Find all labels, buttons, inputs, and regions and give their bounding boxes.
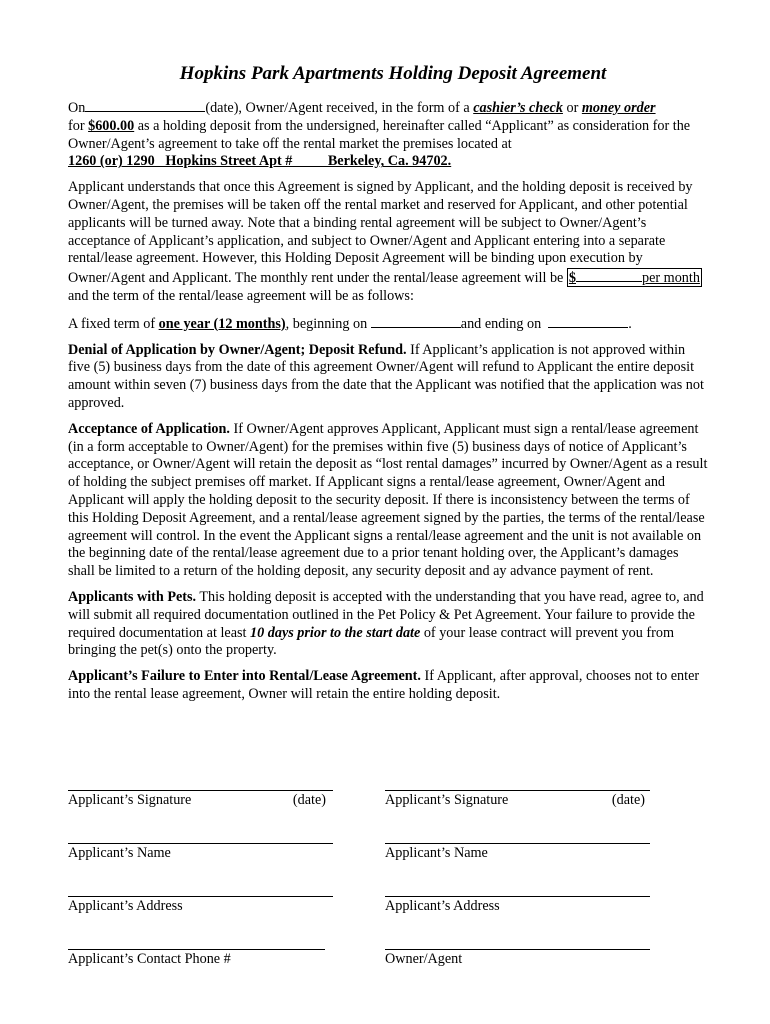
- pets-heading: Applicants with Pets.: [68, 588, 197, 605]
- document-title: Hopkins Park Apartments Holding Deposit Agreement: [179, 63, 607, 84]
- begin-date-blank[interactable]: [371, 314, 461, 328]
- signature-block: [68, 790, 708, 980]
- signature-column-left: [68, 790, 334, 1002]
- applicant-name-line-2[interactable]: [385, 843, 650, 844]
- applicant-name-line-1[interactable]: [68, 843, 333, 844]
- date-received-blank[interactable]: [85, 98, 205, 112]
- end-date-blank[interactable]: [548, 314, 628, 328]
- denial-paragraph: Denial of Application by Owner/Agent; Deposit Refund. If Applicant’s application is not approved within five (5) business days from the date of this agreement Owner/Agent will refund to Applicant the entire deposit amount within seven (7) business days from the date that the Applicant was notified that the application was not approved.: [68, 341, 704, 411]
- sig-row: Applicant’s Signature (date): [68, 790, 334, 843]
- pets-paragraph: Applicants with Pets. This holding deposit is accepted with the understanding that you have read, agree to, and will submit all required documentation outlined in the Pet Policy & Pet Agreement. Your failure to provide the required documentation at least 10 days prior to the start date of your lease contract will prevent you from bringing the pet(s) onto the property.: [68, 588, 704, 659]
- acceptance-heading: Acceptance of Application.: [68, 420, 230, 437]
- sig-row: Applicant’s Contact Phone #: [68, 949, 334, 1002]
- sig-row: Applicant’s Name: [68, 843, 334, 896]
- term-paragraph: A fixed term of one year (12 months), beginning on and ending on .: [68, 315, 632, 332]
- money-order-text: money order: [581, 100, 656, 116]
- signature-column-right: [385, 790, 651, 1002]
- sig-row: Applicant’s Signature (date): [385, 790, 651, 843]
- term-value: one year (12 months): [158, 315, 286, 332]
- applicant-address-line-2[interactable]: [385, 896, 650, 897]
- acceptance-paragraph: Acceptance of Application. If Owner/Agent approves Applicant, Applicant must sign a rental/lease agreement (in a form acceptable to Owner/Agent) for the premises within five (5) business days of notice of Applicant’s acceptance, or Owner/Agent will retain the deposit as “lost rental damages” incurred by Owner/Agent as a result of holding the subject premises off market. If Applicant signs a rental/lease agreement, Owner/Agent and Applicant will apply the holding deposit to the security deposit. If there is inconsistency between the terms of this Holding Deposit Agreement, and a rental/lease agreement signed by the parties, the terms of the rental/lease agreement will control. In the event the Applicant signs a rental/lease agreement and the unit is not available on the beginning date of the rental/lease agreement due to a prior tenant holding over, the Applicant’s damages shall be limited to a return of the holding deposit, any security deposit and ay advance payment of rent.: [68, 420, 708, 580]
- applicant-signature-line-2[interactable]: [385, 790, 650, 791]
- monthly-rent-field[interactable]: $ per month: [568, 270, 700, 287]
- sig-row: Applicant’s Name: [385, 843, 651, 896]
- failure-heading: Applicant’s Failure to Enter into Rental/Lease Agreement.: [68, 668, 421, 685]
- applicant-address-line-1[interactable]: [68, 896, 333, 897]
- premises-address: 1260 (or) 1290 Hopkins Street Apt # Berkeley, Ca. 94702.: [68, 153, 452, 170]
- applicant-signature-line-1[interactable]: [68, 790, 333, 791]
- agreement-page: [68, 62, 708, 712]
- deposit-amount: $600.00: [88, 117, 135, 134]
- owner-agent-line[interactable]: [385, 949, 650, 950]
- pets-deadline: 10 days prior to the start date: [250, 624, 421, 641]
- failure-paragraph: Applicant’s Failure to Enter into Rental/Lease Agreement. If Applicant, after approval, chooses not to enter into the rental lease agreement, Owner will retain the entire holding deposit.: [68, 668, 700, 702]
- cashiers-check-text: cashier’s check: [473, 100, 563, 116]
- binding-paragraph: Applicant understands that once this Agreement is signed by Applicant, and the holding deposit is received by Owner/Agent, the premises will be taken off the rental market and reserved for Applicant, and other potential applicants will be turned away. Note that a binding rental agreement will be subject to Owner/Agent’s acceptance of Applicant’s application, and subject to Owner/Agent and Applicant entering into a separate rental/lease agreement. However, this Holding Deposit Agreement will be binding upon execution by Owner/Agent and Applicant. The monthly rent under the rental/lease agreement will be $ per month and the term of the rental/lease agreement will be as follows:: [68, 179, 700, 304]
- denial-heading: Denial of Application by Owner/Agent; Deposit Refund.: [68, 341, 407, 358]
- sig-row: Owner/Agent: [385, 949, 651, 1002]
- intro-paragraph: On (date), Owner/Agent received, in the form of a cashier’s check or money order for $600.00 as a holding deposit from the undersigned, hereinafter called “Applicant” as consideration for the Owner/Agent’s agreement to take off the rental market the premises located at 1260 (or) 1290 Hopkins Street Apt # Berkeley, Ca. 94702.: [68, 100, 691, 170]
- sig-row: Applicant’s Address: [385, 896, 651, 949]
- applicant-phone-line[interactable]: [68, 949, 325, 950]
- sig-row: Applicant’s Address: [68, 896, 334, 949]
